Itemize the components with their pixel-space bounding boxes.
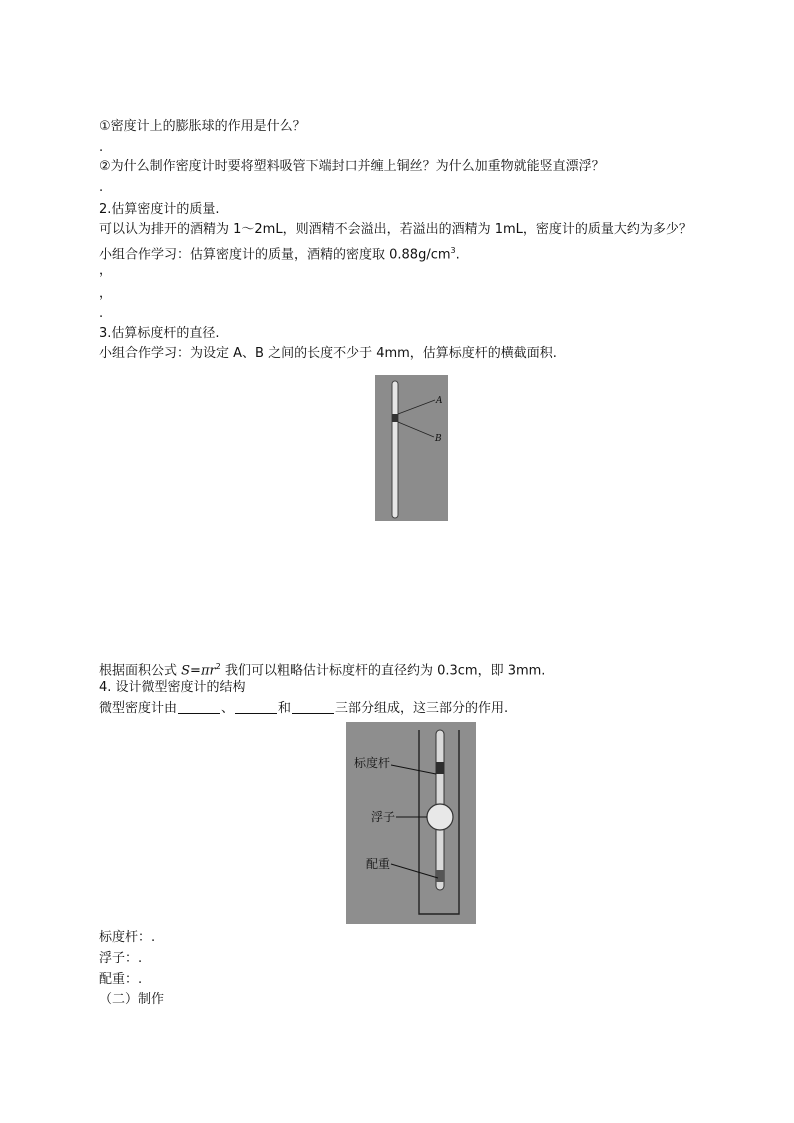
section-3-title: 3.估算标度杆的直径. xyxy=(99,326,220,341)
densimeter-structure-drawing xyxy=(346,722,476,924)
section-4-title: 4. 设计微型密度计的结构 xyxy=(99,680,246,695)
answer-counterweight: 配重：. xyxy=(99,972,143,987)
label-float: 浮子 xyxy=(371,810,396,824)
area-text-suffix: 我们可以粗略估计标度杆的直径约为 0.3cm，即 3mm. xyxy=(220,663,546,679)
answer-placeholder-5: . xyxy=(99,306,104,321)
fill-blank-2[interactable] xyxy=(235,700,277,714)
label-b: B xyxy=(435,434,442,444)
question-1: ①密度计上的膨胀球的作用是什么？ xyxy=(99,119,306,134)
question-2: ②为什么制作密度计时要将塑料吸管下端封口并缠上铜丝？为什么加重物就能竖直漂浮？ xyxy=(99,159,605,174)
formula-pi-r: πr xyxy=(200,663,216,679)
separator: 、 xyxy=(221,701,235,716)
cubic-superscript: 3 xyxy=(450,246,456,255)
answer-scale-rod: 标度杆：. xyxy=(99,930,156,945)
formula-equals: = xyxy=(190,663,201,679)
label-a: A xyxy=(436,396,443,406)
densimeter-structure-figure xyxy=(346,722,476,924)
area-text-prefix: 根据面积公式 xyxy=(99,663,182,679)
answer-placeholder-3: ， xyxy=(99,263,113,278)
scale-rod-drawing xyxy=(375,375,448,521)
answer-placeholder-1: . xyxy=(99,140,104,155)
section-2-paragraph-2 xyxy=(99,242,460,264)
answer-placeholder-2: . xyxy=(99,180,104,195)
scale-rod-figure xyxy=(375,375,448,521)
section-3-paragraph-1: 小组合作学习：为设定 A、B 之间的长度不少于 4mm，估算标度杆的横截面积. xyxy=(99,346,557,361)
section-4-text-b: 三部分组成，这三部分的作用. xyxy=(335,701,509,716)
section-2-paragraph-2-end: . xyxy=(455,247,460,263)
label-scale-rod: 标度杆 xyxy=(354,756,391,770)
section-making-heading: （二）制作 xyxy=(99,992,165,1007)
section-4-paragraph-1 xyxy=(99,700,508,718)
answer-float: 浮子：. xyxy=(99,951,143,966)
and-word: 和 xyxy=(278,701,292,716)
fill-blank-3[interactable] xyxy=(292,700,334,714)
label-counterweight: 配重 xyxy=(366,857,391,871)
section-2-paragraph-2-text: 小组合作学习：估算密度计的质量，酒精的密度取 0.88g/cm xyxy=(99,247,451,263)
section-2-title: 2.估算密度计的质量. xyxy=(99,202,220,217)
section-4-text-a: 微型密度计由 xyxy=(99,701,178,716)
fill-blank-1[interactable] xyxy=(178,700,220,714)
area-formula-line xyxy=(99,658,545,680)
answer-placeholder-4: ， xyxy=(99,286,113,301)
formula-square: 2 xyxy=(215,662,221,671)
section-2-paragraph-1: 可以认为排开的酒精为 1～2mL，则酒精不会溢出，若溢出的酒精为 1mL，密度计的质量大约为多少？ xyxy=(99,222,692,237)
formula-s: S xyxy=(181,663,191,679)
